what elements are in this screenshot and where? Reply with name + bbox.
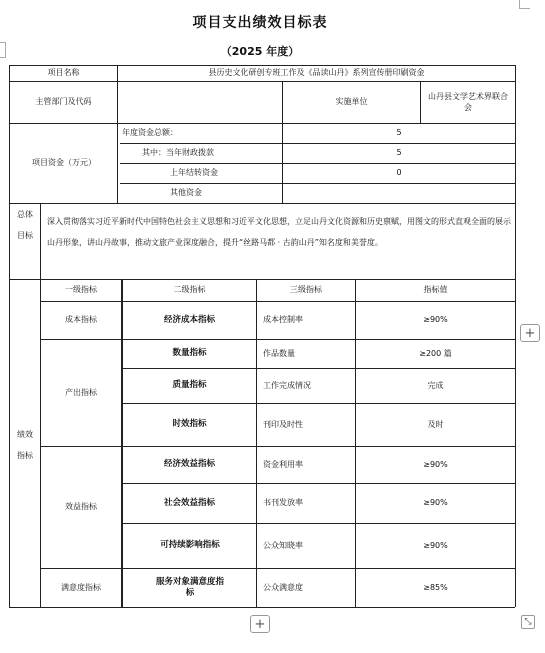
add-row-button[interactable]: + <box>250 615 270 633</box>
level1-output: 产出指标 <box>65 387 97 397</box>
header-value: 指标值 <box>423 285 448 295</box>
level3-cell: 刊印及时性 <box>263 419 303 429</box>
level2-cell: 服务对象满意度指标 <box>155 576 224 598</box>
level3-cell: 工作完成情况 <box>263 380 311 390</box>
value-cell: ≥90% <box>423 459 448 469</box>
level2-cell: 质量指标 <box>172 380 207 391</box>
value-cell: ≥200 篇 <box>419 348 452 358</box>
resize-table-icon[interactable]: ⤡ <box>521 615 535 629</box>
header-level1: 一级指标 <box>65 285 97 295</box>
value-cell: ≥90% <box>423 498 448 508</box>
funds-label: 项目资金（万元） <box>32 158 96 168</box>
top-right-corner-marker <box>519 0 530 9</box>
header-level2: 二级指标 <box>173 285 206 295</box>
value-cell: 及时 <box>427 419 444 429</box>
funds-other-value <box>283 184 515 203</box>
impl-unit-value: 山丹县文学艺术界联合会 <box>428 91 508 112</box>
funds-other-label: 其他资金 <box>170 188 202 198</box>
value-cell: ≥90% <box>423 315 448 325</box>
header-level3: 三级指标 <box>290 285 322 295</box>
impl-unit-label: 实施单位 <box>335 97 368 107</box>
level1-benefit: 效益指标 <box>65 502 97 512</box>
perf-label: 绩效指标 <box>17 430 33 460</box>
funds-fiscal-label: 其中：当年财政拨款 <box>142 148 214 158</box>
dept-value <box>118 82 282 123</box>
funds-total-label: 年度资金总额： <box>122 128 178 138</box>
level1-cost: 成本指标 <box>65 315 97 325</box>
level3-cell: 资金利用率 <box>263 459 303 469</box>
level2-cell: 数量指标 <box>172 348 207 359</box>
funds-total-value: 5 <box>396 128 402 138</box>
project-name-value: 县历史文化研创专班工作及《品读山丹》系列宣传册印刷资金 <box>208 68 425 78</box>
page-title: 项目支出绩效目标表 <box>192 15 328 31</box>
level3-cell: 书刊发放率 <box>263 498 303 508</box>
level2-cell: 社会效益指标 <box>163 497 215 508</box>
value-cell: ≥85% <box>423 582 448 592</box>
funds-carryover-value: 0 <box>396 168 402 178</box>
goal-label: 总体目标 <box>17 210 33 240</box>
value-cell: ≥90% <box>423 540 448 550</box>
dept-label: 主管部门及代码 <box>35 97 92 107</box>
funds-fiscal-value: 5 <box>396 148 402 158</box>
level3-cell: 公众知晓率 <box>263 540 303 550</box>
funds-carryover-label: 上年结转资金 <box>170 168 218 178</box>
left-edge-marker <box>0 42 6 58</box>
level3-cell: 成本控制率 <box>263 315 303 325</box>
add-column-button[interactable]: + <box>520 324 540 342</box>
goal-text: 深入贯彻落实习近平新时代中国特色社会主义思想和习近平文化思想，立足山丹文化资源和历史禀赋，用图文的形式直观全面的展示山丹形象，讲山丹故事，推动文旅产业深度融合，提升“丝路马都 · 古韵山丹”知名度和美誉度。 <box>47 217 511 247</box>
level1-satisfaction: 满意度指标 <box>61 582 101 592</box>
value-cell: 完成 <box>427 380 444 390</box>
project-name-label: 项目名称 <box>47 68 80 78</box>
level3-cell: 公众满意度 <box>263 582 303 592</box>
level2-cell: 经济效益指标 <box>163 459 215 470</box>
page-year: （2025 年度） <box>220 45 300 58</box>
level2-cell: 时效指标 <box>172 419 207 430</box>
level3-cell: 作品数量 <box>263 348 295 358</box>
level2-cell: 经济成本指标 <box>163 314 215 325</box>
level2-cell: 可持续影响指标 <box>160 540 220 551</box>
